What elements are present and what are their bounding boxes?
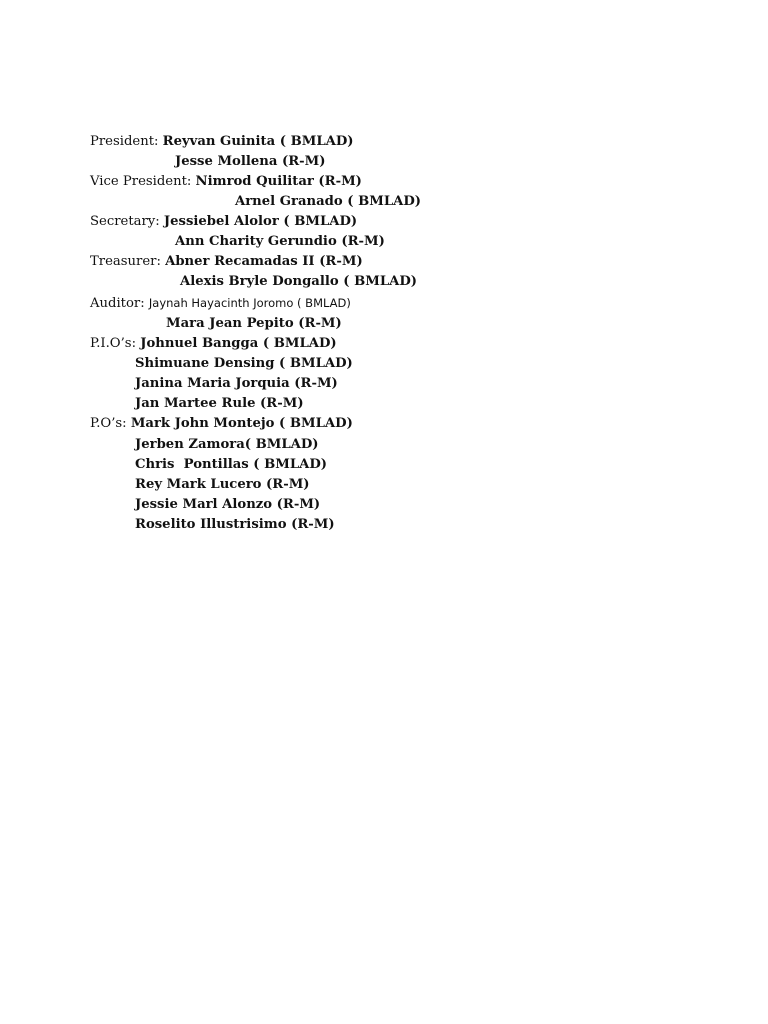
treasurer-line xyxy=(90,254,363,270)
president-line xyxy=(90,134,354,150)
auditor-name-1: Jaynah Hayacinth Joromo ( BMLAD) xyxy=(148,296,351,310)
president-name-1: Reyvan Guinita ( BMLAD) xyxy=(162,134,354,149)
secretary-name-1: Jessiebel Alolor ( BMLAD) xyxy=(163,214,358,229)
treasurer-label: Treasurer: xyxy=(90,254,161,269)
treasurer-name-2: Alexis Bryle Dongallo ( BMLAD) xyxy=(180,274,418,289)
auditor-label: Auditor: xyxy=(90,296,145,311)
po-name-1: Mark John Montejo ( BMLAD) xyxy=(130,416,353,431)
po-name-6: Roselito Illustrisimo (R-M) xyxy=(135,517,335,532)
pio-name-2: Shimuane Densing ( BMLAD) xyxy=(135,356,353,371)
pios-line xyxy=(90,336,337,352)
po-name-3: Chris Pontillas ( BMLAD) xyxy=(135,457,328,472)
pio-name-1: Johnuel Bangga ( BMLAD) xyxy=(140,336,337,351)
president-label: President: xyxy=(90,134,159,149)
secretary-line xyxy=(90,214,357,230)
po-name-5: Jessie Marl Alonzo (R-M) xyxy=(135,497,321,512)
vice-president-name-1: Nimrod Quilitar (R-M) xyxy=(195,174,362,189)
vice-president-label: Vice President: xyxy=(90,174,192,189)
secretary-label: Secretary: xyxy=(90,214,160,229)
pios-label: P.I.O’s: xyxy=(90,336,137,351)
pos-line xyxy=(90,416,353,432)
pio-name-4: Jan Martee Rule (R-M) xyxy=(135,396,304,411)
auditor-name-2: Mara Jean Pepito (R-M) xyxy=(166,316,342,331)
secretary-name-2: Ann Charity Gerundio (R-M) xyxy=(175,234,385,249)
po-name-2: Jerben Zamora( BMLAD) xyxy=(135,437,319,452)
president-name-2: Jesse Mollena (R-M) xyxy=(175,154,326,169)
vice-president-name-2: Arnel Granado ( BMLAD) xyxy=(235,194,422,209)
treasurer-name-1: Abner Recamadas II (R-M) xyxy=(165,254,363,269)
auditor-line xyxy=(90,295,351,312)
pio-name-3: Janina Maria Jorquia (R-M) xyxy=(135,376,338,391)
pos-label: P.O’s: xyxy=(90,416,127,431)
vice-president-line xyxy=(90,174,362,190)
po-name-4: Rey Mark Lucero (R-M) xyxy=(135,477,310,492)
